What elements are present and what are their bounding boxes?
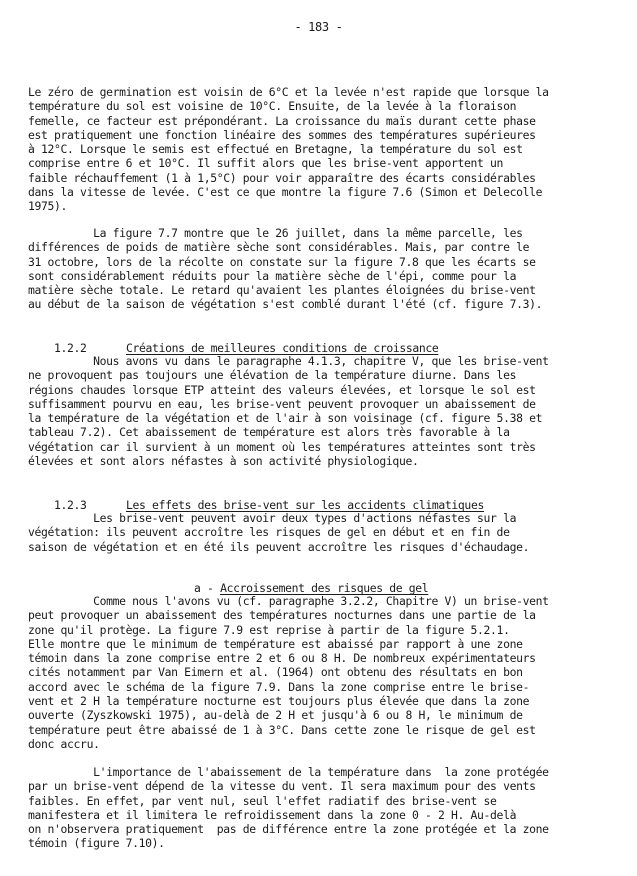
paragraph-figure-7-7: La figure 7.7 montre que le 26 juillet, dans la même parcelle, les différences de poids de matière sèche sont considérables. Mais, par contre le 31 octobre, lors de la récolte on constate sur la figure 7.8 que les écarts se sont considérablement réduits pour la matière sèche de l'épi, comme pour la matière sèche totale. Le retard qu'avaient les plantes éloignées du brise-vent au début de la saison de végétation s'est comblé durant l'été (cf. figure 7.3).	[28, 226, 543, 312]
section-number: 1.2.2	[54, 341, 87, 356]
subsection-title: Accroissement des risques de gel	[220, 581, 429, 596]
paragraph-temperature-diurne: Nous avons vu dans le paragraphe 4.1.3, chapitre V, que les brise-vent ne provoquent pas toujours une élévation de la température diurne. Dans les régions chaudes lorsque ETP atteint des valeurs élevées, et lorsque le sol est suffisamment pourvu en eau, les brise-vent peuvent provoquer un abaissement de la température de la végétation et de l'air à son voisinage (cf. figure 5.38 et tableau 7.2). Cet abaissement de température est alors très favorable à la végétation car il survient à un moment où les températures atteintes sont très élevées et sont alors néfastes à son activité physiologique.	[28, 354, 549, 469]
paragraph-vitesse-vent: L'importance de l'abaissement de la température dans la zone protégée par un brise-vent dépend de la vitesse du vent. Il sera maximum pour des vents faibles. En effet, par vent nul, seul l'effet radiatif des brise-vent se manifestera et il limitera le refroidissement dans la zone 0 - 2 H. Au-delà on n'observera pratiquement pas de différence entre la zone protégée et la zone témoin (figure 7.10).	[28, 765, 549, 851]
subsection-label: a -	[194, 581, 221, 596]
section-title: Les effets des brise-vent sur les accidents climatiques	[126, 498, 484, 513]
paragraph-risques-gel: Comme nous l'avons vu (cf. paragraphe 3.2.2, Chapitre V) un brise-vent peut provoquer un abaissement des températures nocturnes dans une partie de la zone qu'il protège. La figure 7.9 est reprise à partir de la figure 5.2.1. Elle montre que le minimum de température est abaissé par rapport à une zone témoin dans la zone comprise entre 2 et 6 ou 8 H. De nombreux expérimentateurs cités notamment par Van Eimern et al. (1964) ont obtenu des résultats en bon accord avec le schéma de la figure 7.9. Dans la zone comprise entre le brise- vent et 2 H la température nocturne est toujours plus élevée que dans la zone ouverte (Zyszkowski 1975), au-delà de 2 H et jusqu'à 6 ou 8 H, le minimum de température peut être abaissé de 1 à 3°C. Dans cette zone le risque de gel est donc accru.	[28, 594, 549, 751]
section-title: Créations de meilleures conditions de croissance	[126, 341, 439, 356]
section-number: 1.2.3	[54, 498, 87, 513]
paragraph-germination: Le zéro de germination est voisin de 6°C et la levée n'est rapide que lorsque la température du sol est voisine de 10°C. Ensuite, de la levée à la floraison femelle, ce facteur est prépondérant. La croissance du maïs durant cette phase est pratiquement une fonction linéaire des sommes des températures supérieures à 12°C. Lorsque le semis est effectué en Bretagne, la température du sol est comprise entre 6 et 10°C. Il suffit alors que les brise-vent apportent un faible réchauffement (1 à 1,5°C) pour voir apparaître des écarts considérables dans la vitesse de levée. C'est ce que montre la figure 7.6 (Simon et Delecolle 1975).	[28, 85, 549, 214]
page-number: - 183 -	[294, 20, 343, 34]
paragraph-actions-nefastes: Les brise-vent peuvent avoir deux types d'actions néfastes sur la végétation: ils peuvent accroître les risques de gel en début et en fin de saison de végétation et en été ils peuvent accroître les risques d'échaudage.	[28, 511, 530, 554]
